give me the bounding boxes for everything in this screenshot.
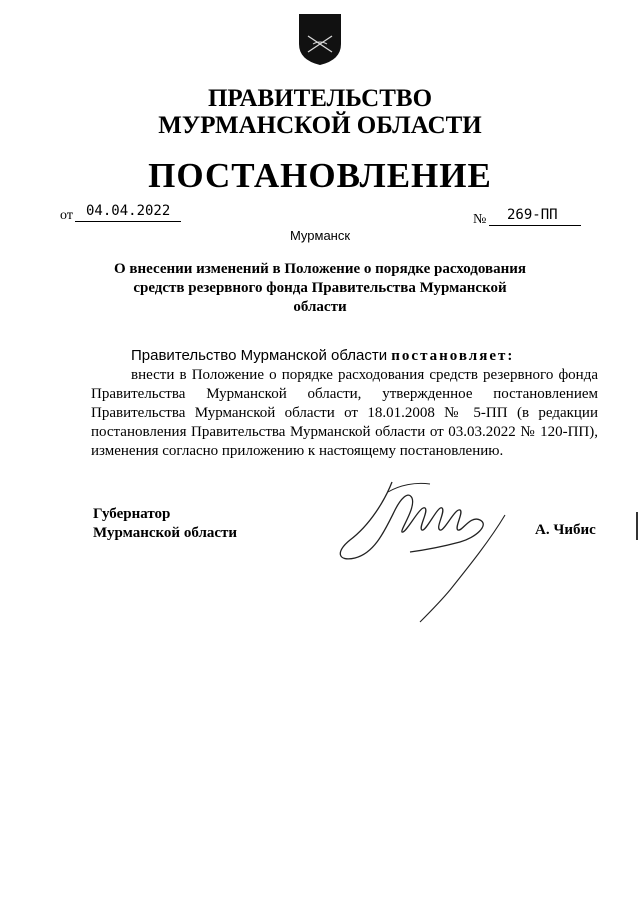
body-paragraph: внести в Положение о порядке расходования средств резервного фонда Правительства Мурманской области, утвержденное постановлением Правительства Мурманской области от 18.01.2008 № 5-ПП (в редакции постановления Правительства Мурманской области от 03.03.2022 № 120-ПП), изменения согласно приложению к настоящему постановлению. <box>91 367 598 459</box>
intro-text: Правительство Мурманской области <box>131 347 392 364</box>
handwritten-signature <box>330 470 530 625</box>
organization-name-line2: МУРМАНСКОЙ ОБЛАСТИ <box>158 112 482 139</box>
signatory-title-line2: Мурманской области <box>93 525 238 541</box>
organization-name-line1: ПРАВИТЕЛЬСТВО <box>207 85 433 112</box>
scan-edge-mark <box>636 512 638 540</box>
document-type-title: ПОСТАНОВЛЕНИЕ <box>148 156 492 195</box>
document-date: 04.04.2022 <box>75 200 181 222</box>
intro-decree-word: постановляет: <box>391 348 515 364</box>
signatory-title-line1: Губернатор <box>93 506 171 522</box>
document-subject: О внесении изменений в Положение о порядке расходования средств резервного фонда Правительства Мурманской области <box>113 261 526 315</box>
signatory-name: А. Чибис <box>535 522 596 538</box>
city: Мурманск <box>289 228 351 243</box>
date-prefix: от <box>60 208 73 223</box>
signatory-title <box>93 505 237 543</box>
body-intro <box>131 347 514 365</box>
document-number: 269-ПП <box>489 204 581 226</box>
coat-of-arms-icon <box>297 12 343 66</box>
number-prefix: № <box>473 212 487 227</box>
